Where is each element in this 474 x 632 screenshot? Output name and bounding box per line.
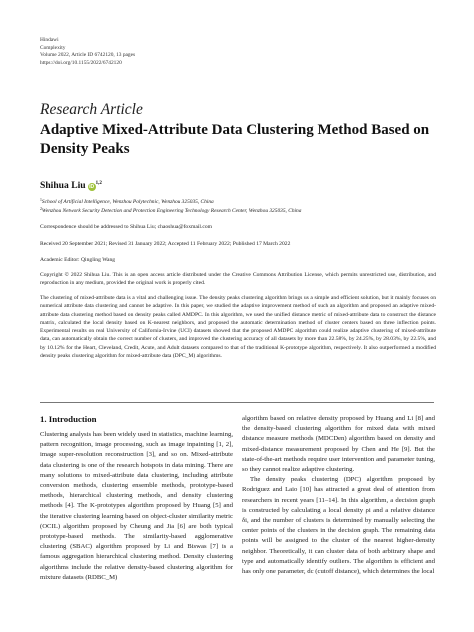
correspondence: Correspondence should be addressed to Shihua Liu; chaoshua@foxmail.com (40, 224, 212, 230)
publication-dates: Received 20 September 2021; Revised 31 January 2022; Accepted 11 February 2022; Published 17 March 2022 (40, 241, 291, 247)
journal-name: Complexity (40, 44, 66, 51)
article-title: Adaptive Mixed-Attribute Data Clustering Method Based on Density Peaks (40, 122, 430, 157)
copyright-notice: Copyright © 2022 Shihua Liu. This is an open access article distributed under the Creative Commons Attribution License, which permits unrestricted use, distribution, and reproduction in any medium, provided the original work is properly cited. (40, 272, 436, 287)
author-affiliation-sup: 1,2 (95, 181, 102, 186)
affiliation-2 (40, 207, 301, 214)
author-name[interactable]: Shihua Liu (40, 180, 86, 191)
affiliation-1 (40, 198, 214, 205)
paragraph: algorithm based on relative density proposed by Huang and Li [8] and the density-based clustering algorithm for mixed data with mixed distance measure methods (MDCDen) algorithm based on density and mixed-distance measurement proposed by Chen and He [9]. But the state-of-the-art methods require user intervention and parameter tuning, so they cannot realize adaptive clustering. (242, 415, 435, 474)
author-line (40, 180, 102, 191)
affiliation-number: 1 (40, 198, 42, 202)
paragraph: The density peaks clustering (DPC) algorithm proposed by Rodriguez and Laio [10] has attracted a great deal of attention from researchers in recent years [11–14]. In this algorithm, a decision graph is constructed by calculating a local density ρi and a relative distance δi, and the number of clusters is determined by manually selecting the center points of the clusters in the decision graph. The remaining data points will be assigned to the cluster of the nearest higher-density neighbor. Theoretically, it can cluster data of both arbitrary shape and type and automatically identify outliers. The algorithm is efficient and has only one parameter, dc (cutoff distance), which determines the local (242, 476, 435, 576)
volume-line: Volume 2022, Article ID 6742120, 13 pages (40, 52, 136, 59)
doi-link[interactable]: https://doi.org/10.1155/2022/6742120 (40, 59, 122, 66)
paragraph: Clustering analysis has been widely used in statistics, machine learning, pattern recognition, image processing, such as image inpainting [1, 2], image super-resolution reconstruction [3], and so on. Mixed-attribute data clustering is one of the research hotspots in data mining. There are many solutions to mixed-attribute data clustering, including attribute conversion methods, clustering ensemble methods, prototype-based methods, hierarchical clustering methods, and density clustering methods [4]. The K-prototypes algorithm proposed by Huang [5] and the iterative clustering learning based on object-cluster similarity metric (OCIL) algorithm proposed by Cheung and Jia [6] are both typical prototype-based methods. The similarity-based agglomerative clustering (SBAC) algorithm proposed by Li and Biswas [7] is a famous aggregation hierarchical clustering method. Density clustering algorithms include the relative density-based clustering algorithm for mixture datasets (RDBC_M) (40, 431, 233, 581)
orcid-icon[interactable]: iD (89, 184, 95, 190)
affiliation-text: School of Artificial Intelligence, Wenzhou Polytechnic, Wenzhou 325035, China (41, 199, 214, 205)
section-divider (40, 402, 434, 403)
publisher-name: Hindawi (40, 37, 59, 43)
journal-header (40, 37, 135, 67)
body-column-left (40, 430, 233, 583)
body-column-right (242, 414, 435, 577)
academic-editor: Academic Editor: Qingling Wang (40, 257, 116, 263)
affiliation-text: Wenzhou Network Security Detection and Protection Engineering Technology Research Center, Wenzhou 325035, China (41, 208, 302, 214)
section-heading: 1. Introduction (40, 414, 97, 424)
abstract: The clustering of mixed-attribute data is a vital and challenging issue. The density peaks clustering algorithm brings us a simple and efficient solution, but it mainly focuses on numerical attribute data clustering and cannot be adaptive. In this paper, we studied the adaptive improvement method of such an algorithm and proposed an adaptive mixed-attribute data clustering method based on density peaks called AMDPC. In this algorithm, we used the unified distance metric of mixed-attribute data to construct the distance matrix, calculated the local density based on K-nearest neighbors, and proposed the automatic determination method of cluster centers based on three inflection points. Experimental results on real University of California-Irvine (UCI) datasets showed that the proposed AMDPC algorithm could realize adaptive clustering of mixed-attribute data, can automatically obtain the correct number of clusters, and improved the clustering accuracy of all datasets by more than 22.58%, by 24.25%, by 28.03%, by 22.5%, and by 10.12% for the Heart, Cleveland, Credit, Acute, and Adult datasets compared to that of the traditional K-prototype algorithm, respectively. It also outperformed a modified density peaks clustering algorithm for mixed-attribute data (DPC_M) algorithms. (40, 295, 436, 360)
affiliation-number: 2 (40, 207, 42, 211)
article-type: Research Article (40, 101, 143, 118)
